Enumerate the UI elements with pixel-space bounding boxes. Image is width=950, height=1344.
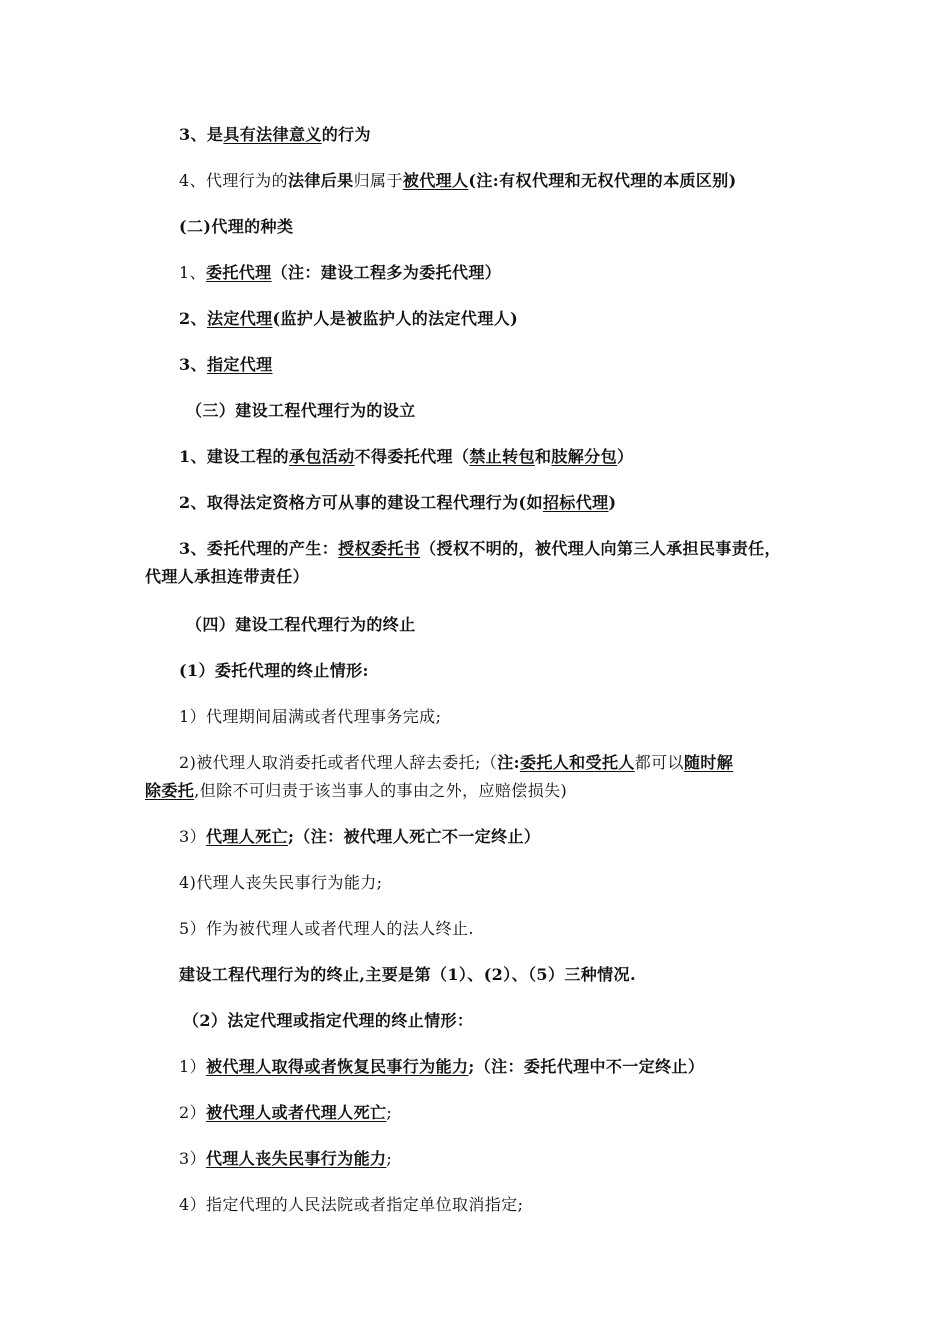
underlined-term: 禁止转包 [469, 447, 535, 466]
underlined-term: 代理人丧失民事行为能力 [205, 1149, 387, 1168]
text-segment: 的行为 [321, 125, 371, 144]
text-segment: 2、 [179, 309, 207, 328]
text-segment: ,但除不可归责于该当事人的事由之外，应赔偿损失) [194, 781, 568, 800]
text-line [179, 538, 781, 560]
text-segment: ; [386, 1103, 393, 1122]
text-segment: 3） [179, 1149, 206, 1168]
text-segment: 2） [179, 1103, 206, 1122]
text-segment: ;（注：被代理人死亡不一定终止） [288, 827, 541, 846]
underlined-term: 指定代理 [206, 355, 273, 374]
text-line [179, 964, 636, 986]
text-segment: ; [386, 1149, 393, 1168]
text-segment: 2)被代理人取消委托或者代理人辞去委托;（ [179, 753, 498, 772]
text-line [179, 170, 737, 192]
text-segment: (二)代理的种类 [179, 217, 294, 236]
underlined-term: 被代理人取得或者恢复民事行为能力 [205, 1057, 469, 1076]
text-line [179, 216, 293, 238]
text-line [179, 918, 474, 940]
underlined-term: 法定代理 [206, 309, 273, 328]
text-segment: 1）代理期间届满或者代理事务完成; [179, 707, 442, 726]
underlined-term: 随时解 [683, 753, 734, 772]
text-segment: 1） [179, 1057, 206, 1076]
text-line [179, 1148, 392, 1170]
text-segment: 都可以 [634, 753, 684, 772]
text-segment: 2、取得法定资格方可从事的建设工程代理行为(如 [179, 493, 543, 512]
underlined-term: 委托代理 [205, 263, 272, 282]
underlined-term: 委托人和受托人 [519, 753, 635, 772]
text-segment: 5）作为被代理人或者代理人的法人终止. [179, 919, 474, 938]
text-segment: 3、 [179, 355, 207, 374]
text-segment: 注: [497, 753, 520, 772]
underlined-term: 除委托 [145, 781, 195, 800]
text-segment: 3、是 [179, 125, 224, 144]
text-line [179, 446, 633, 468]
text-line [179, 1056, 704, 1078]
text-segment: 1、 [179, 263, 206, 282]
underlined-term: 被代理人或者代理人死亡 [205, 1103, 387, 1122]
text-line [179, 706, 441, 728]
text-segment: ） [616, 447, 634, 466]
text-segment: （三）建设工程代理行为的设立 [186, 401, 416, 420]
text-segment: （2）法定代理或指定代理的终止情形： [183, 1011, 474, 1030]
text-segment: 建设工程代理行为的终止,主要是第（1）、(2）、（5）三种情况. [179, 965, 636, 984]
underlined-term: 肢解分包 [551, 447, 617, 466]
text-segment: (1）委托代理的终止情形: [179, 661, 369, 680]
text-line [186, 614, 416, 636]
text-line [179, 660, 369, 682]
text-segment: ;（注：委托代理中不一定终止） [468, 1057, 705, 1076]
text-segment: 4、代理行为的 [179, 171, 288, 190]
text-segment: 代理人承担连带责任） [145, 567, 310, 586]
underlined-term: 授权委托书 [338, 539, 421, 558]
text-line [179, 492, 617, 514]
underlined-term: 招标代理 [542, 493, 609, 512]
underlined-term: 被代理人 [402, 171, 469, 190]
text-line [179, 262, 501, 284]
text-segment: 4）指定代理的人民法院或者指定单位取消指定; [179, 1195, 524, 1214]
text-segment: 4)代理人丧失民事行为能力; [179, 873, 383, 892]
text-segment: （注：建设工程多为委托代理） [271, 263, 502, 282]
text-line [179, 1102, 392, 1124]
text-line [179, 124, 371, 146]
text-line [179, 1194, 523, 1216]
text-line [145, 566, 309, 588]
underlined-term: 具有法律意义 [223, 125, 322, 144]
text-segment: 3、委托代理的产生： [179, 539, 339, 558]
text-line [179, 826, 540, 848]
text-segment: (监护人是被监护人的法定代理人) [272, 309, 519, 328]
text-segment: 3） [179, 827, 206, 846]
text-line [145, 780, 567, 802]
text-line [179, 752, 733, 774]
text-line [179, 308, 518, 330]
text-line [183, 1010, 473, 1032]
text-line [179, 354, 273, 376]
text-segment: （授权不明的，被代理人向第三人承担民事责任， [420, 539, 781, 558]
text-segment: 1、建设工程的 [179, 447, 289, 466]
text-segment: 不得委托代理（ [354, 447, 470, 466]
text-line [179, 872, 382, 894]
text-segment: 归属于 [353, 171, 403, 190]
text-segment: （四）建设工程代理行为的终止 [186, 615, 416, 634]
underlined-term: 代理人死亡 [205, 827, 288, 846]
text-segment: 法律后果 [287, 171, 354, 190]
text-segment: 和 [534, 447, 552, 466]
text-line [186, 400, 416, 422]
text-segment: (注:有权代理和无权代理的本质区别) [468, 171, 737, 190]
text-segment: ) [608, 493, 617, 512]
underlined-term: 承包活动 [288, 447, 355, 466]
